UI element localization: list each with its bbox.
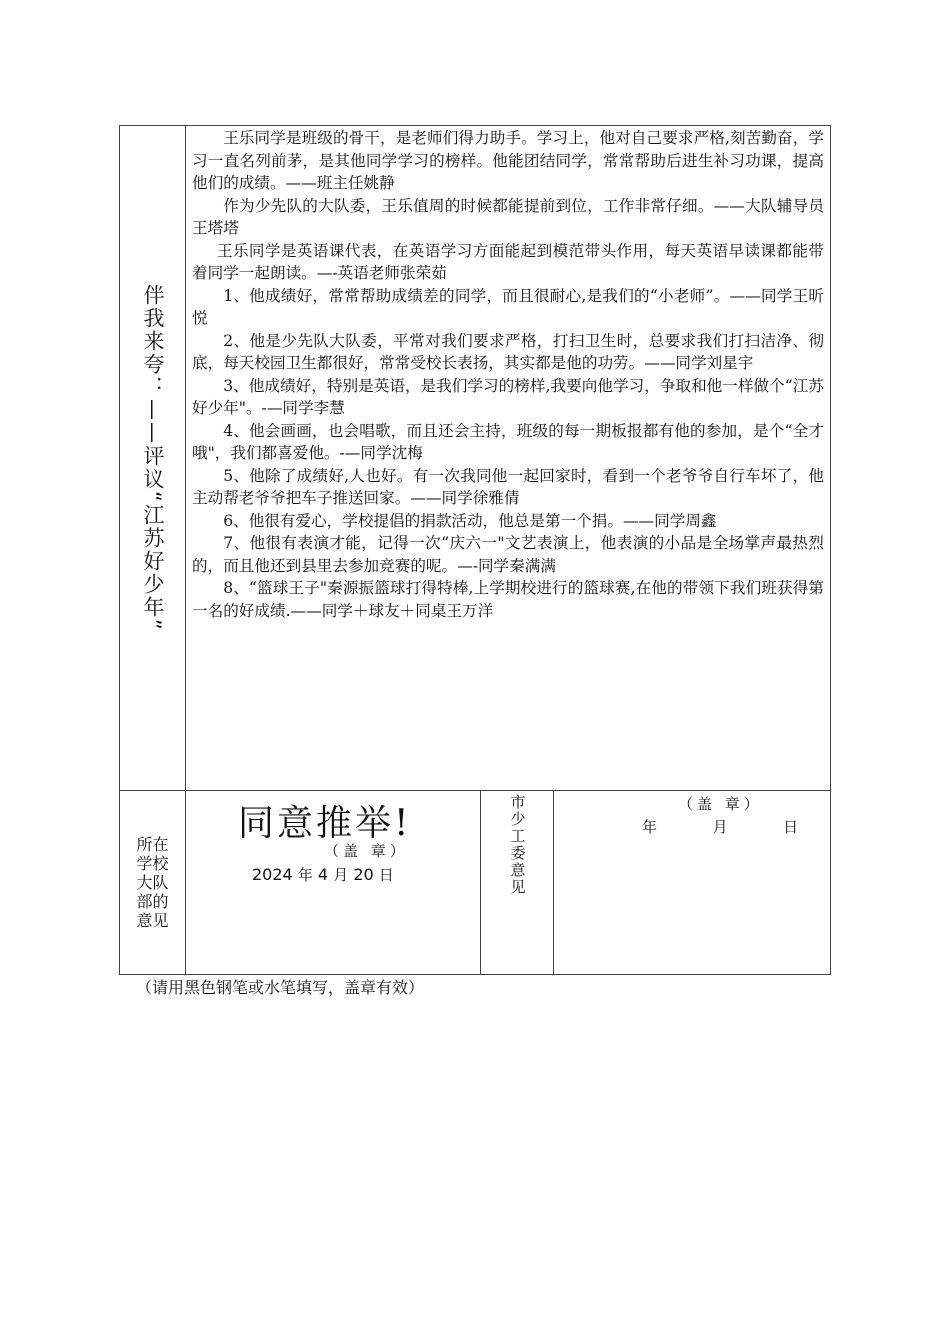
city-label: 市少工委意见	[508, 794, 527, 896]
comment-paragraph: 3、他成绩好，特别是英语，是我们学习的榜样,我要向他学习，争取和他一样做个“江苏好少年"。-—同学李慧	[192, 376, 824, 417]
comment-paragraph: 8、“篮球王子"秦源振篮球打得特棒,上学期校进行的篮球赛,在他的带领下我们班获得第一名的好成绩.——同学＋球友＋同桌王万洋	[192, 579, 824, 620]
comment-paragraph: 6、他很有爱心，学校提倡的捐款活动，他总是第一个捐。——同学周鑫	[223, 511, 717, 530]
recommendation-form-table	[119, 125, 831, 975]
school-opinion-cell	[186, 790, 480, 975]
comment-paragraph: 王乐同学是英语课代表，在英语学习方面能起到模范带头作用，每天英语早读课都能带着同学一起朗读。—-英语老师张荣茹	[192, 241, 824, 282]
comment-paragraph: 2、他是少先队大队委，平常对我们要求严格，打扫卫生时，总要求我们打扫洁净、彻底，每天校园卫生都很好，常常受校长表扬，其实都是他的功劳。——同学刘星宇	[192, 331, 824, 372]
comment-paragraph: 1、他成绩好，常常帮助成绩差的同学，而且很耐心,是我们的“小老师”。——同学王昕悦	[192, 286, 824, 327]
school-date-year-unit: 年	[297, 866, 313, 884]
school-label-cell	[120, 790, 185, 975]
school-date-month-unit: 月	[333, 866, 349, 884]
city-date-day: 日	[783, 818, 799, 836]
comment-paragraph: 4、他会画画，也会唱歌，而且还会主持，班级的每一期板报都有他的参加，是个“全才哦"，我们都喜爱他。-—同学沈梅	[192, 421, 824, 462]
city-date	[642, 816, 798, 837]
section-title: 伴我来夸：——评议“江苏好少年”	[141, 284, 165, 632]
city-seal-label: （盖 章）	[678, 795, 763, 813]
school-seal-label: （盖 章）	[324, 842, 409, 860]
school-date-day: 20	[353, 865, 374, 884]
school-date-year: 2024	[252, 865, 293, 884]
city-date-year: 年	[642, 818, 658, 836]
comments-area	[192, 127, 824, 622]
school-date-day-unit: 日	[378, 866, 394, 884]
city-label-cell	[481, 790, 553, 975]
comment-paragraph: 王乐同学是班级的骨干，是老师们得力助手。学习上，他对自己要求严格,刻苦勤奋，学习一直名列前茅，是其他同学学习的榜样。他能团结同学，常常帮助后进生补习功课，提高他们的成绩。——班主任姚静	[192, 129, 824, 192]
section-title-cell	[120, 126, 185, 790]
comment-paragraph: 7、他很有表演才能，记得一次“庆六一"文艺表演上，他表演的小品是全场掌声最热烈的，而且他还到县里去参加竞赛的呢。—-同学秦满满	[192, 534, 824, 575]
school-label: 所在学校大队部的意见	[136, 835, 169, 930]
city-opinion-cell	[554, 790, 831, 975]
agree-text: 同意推举!	[238, 803, 412, 844]
school-date-month: 4	[317, 865, 329, 884]
comment-paragraph: 5、他除了成绩好,人也好。有一次我同他一起回家时，看到一个老爷爷自行车坏了，他主动帮老爷爷把车子推送回家。——同学徐雅倩	[192, 466, 824, 507]
city-date-month: 月	[712, 818, 728, 836]
comment-paragraph: 作为少先队的大队委，王乐值周的时候都能提前到位，工作非常仔细。——大队辅导员王塔塔	[192, 196, 824, 237]
footnote: （请用黑色钢笔或水笔填写，盖章有效）	[136, 978, 425, 997]
school-date	[252, 864, 394, 885]
